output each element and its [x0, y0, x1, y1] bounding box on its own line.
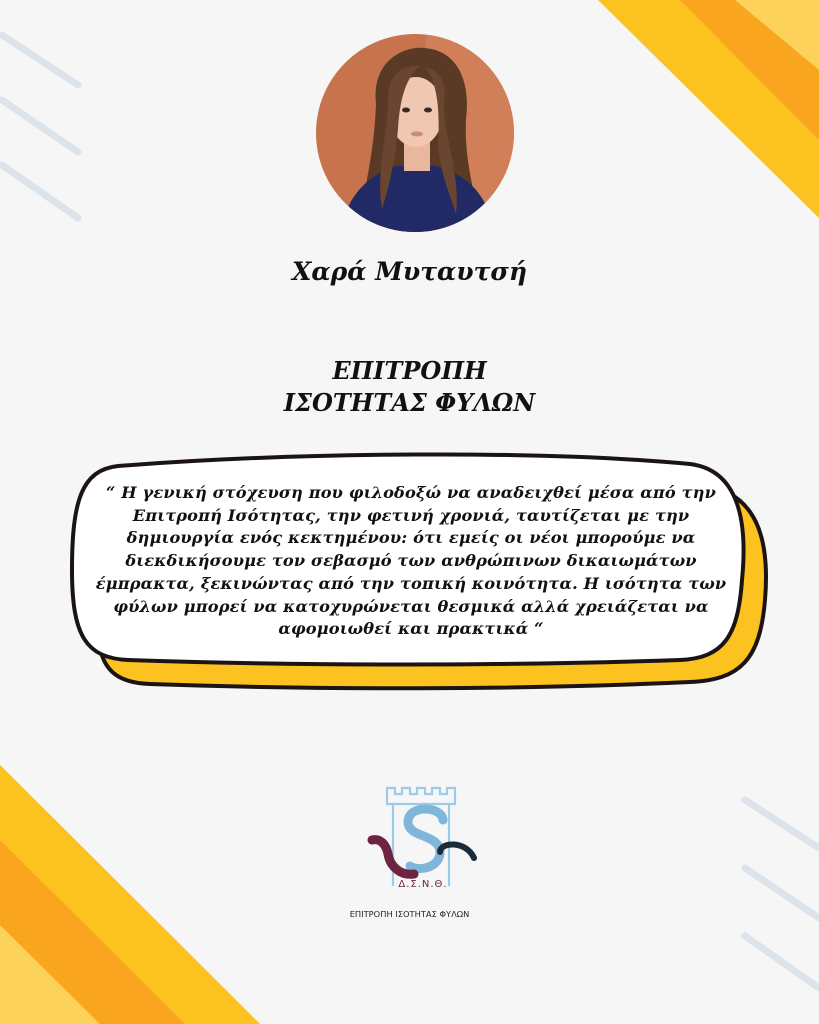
committee-heading-line1: ΕΠΙΤΡΟΠΗ: [332, 356, 487, 385]
portrait-photo: [316, 34, 514, 232]
logo-s-curve-blue: [408, 809, 443, 869]
quote-text: “ Η γενική στόχευση που φιλοδοξώ να αναδειχθεί μέσα από την Επιτροπή Ισότητας, την φετινή χρονιά, ταυτίζεται με την δημιουργία ενός κεκτημένου: ότι εμείς οι νέοι μπορούμε να διεκδικήσουμε τον σεβασμό των ανθρώπινων δικαιωμάτων έμπρακτα, ξεκινώντας από την τοπική κοινότητα. Η ισότητα των φύλων μπορεί να κατοχυρώνεται θεσμικά αλλά χρειάζεται να αφομοιωθεί και πρακτικά “: [95, 483, 727, 639]
faint-stripes-top-left: [2, 35, 78, 218]
committee-heading-line2: ΙΣΟΤΗΤΑΣ ΦΥΛΩΝ: [283, 388, 536, 417]
faint-stripes-bottom-right: [745, 800, 819, 988]
logo-letters: Δ.Σ.Ν.Θ.: [398, 879, 448, 890]
dsnth-logo: [366, 782, 480, 890]
person-name: Χαρά Μυταυτσή: [291, 257, 528, 286]
logo-caption: ΕΠΙΤΡΟΠΗ ΙΣΟΤΗΤΑΣ ΦΥΛΩΝ: [349, 909, 470, 919]
committee-heading: [0, 355, 819, 419]
